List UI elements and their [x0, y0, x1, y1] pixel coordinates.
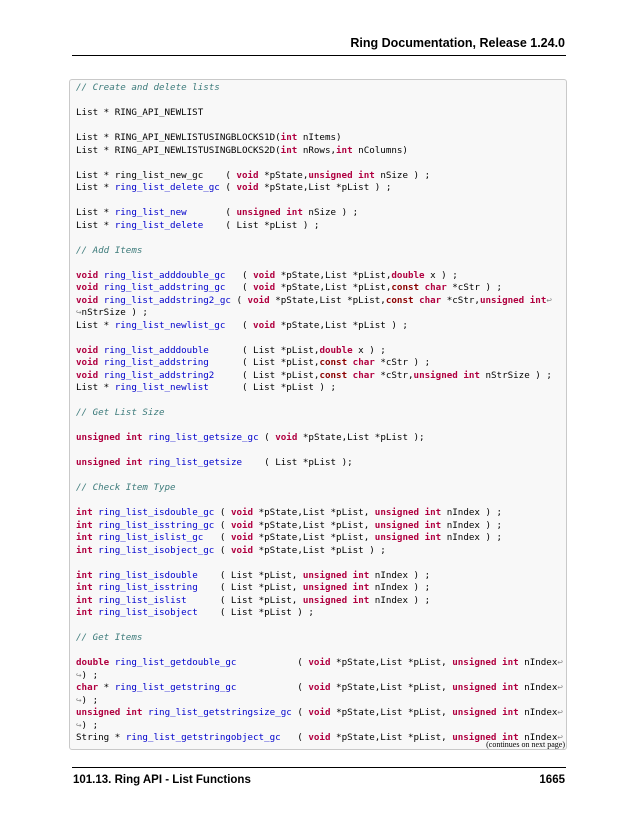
code-token: int	[76, 532, 93, 543]
code-token: *pState,List *pList );	[297, 432, 425, 443]
code-token: void	[76, 369, 99, 381]
code-token: ( List *pList,	[197, 569, 303, 581]
code-line	[76, 495, 563, 508]
code-token: (	[214, 507, 231, 518]
code-token: int	[502, 682, 519, 693]
code-token: void	[308, 657, 331, 668]
code-token: ring_list_adddouble	[103, 344, 209, 356]
code-token: ring_list_getstringobject_gc	[125, 732, 281, 743]
code-line	[76, 457, 563, 470]
code-token: List *	[76, 207, 115, 218]
code-token: *pState,List *pList,	[330, 707, 453, 718]
code-token: nSize ) ;	[374, 169, 431, 181]
code-line	[76, 445, 563, 458]
code-token: nIndex ) ;	[369, 569, 431, 581]
code-token: int	[125, 457, 143, 468]
code-token: int	[76, 507, 93, 518]
code-token: ring_list_islist	[98, 594, 187, 606]
code-token: int	[352, 569, 370, 581]
code-token: nStrSize ) ;	[81, 307, 148, 318]
code-line	[76, 532, 563, 545]
code-token: void	[275, 432, 298, 443]
code-token: ring_list_islist_gc	[98, 532, 204, 543]
code-line	[76, 682, 563, 695]
code-token: ring_list_getsize_gc	[147, 432, 259, 443]
code-token: void	[236, 169, 259, 181]
code-token: unsigned	[452, 707, 497, 718]
code-token: List *	[76, 319, 115, 331]
code-token: *pState,List *pList,	[253, 532, 375, 543]
code-token: char	[352, 369, 375, 381]
code-token: // Get List Size	[76, 407, 165, 418]
code-line	[76, 182, 563, 195]
code-token: nIndex	[518, 732, 558, 743]
code-line	[76, 545, 563, 558]
code-token: List * RING_API_NEWLISTUSINGBLOCKS1D(	[76, 132, 281, 143]
code-token: ↪	[76, 719, 82, 731]
code-token: ↩	[557, 732, 563, 743]
code-token: nIndex	[518, 682, 558, 693]
code-token: nIndex ) ;	[441, 532, 503, 543]
code-token: List *	[76, 219, 115, 231]
code-token: char	[424, 282, 447, 293]
code-line	[76, 707, 563, 720]
code-token: *	[98, 682, 115, 693]
code-line	[76, 195, 563, 208]
code-line	[76, 307, 563, 320]
code-token: void	[230, 544, 254, 556]
code-token: (	[203, 532, 231, 543]
code-token: (	[280, 732, 309, 743]
code-token: ( List *pList );	[242, 457, 353, 468]
code-line	[76, 245, 563, 258]
code-token: ring_list_delete	[114, 219, 204, 231]
code-token: (	[236, 682, 309, 693]
code-token: const	[385, 294, 414, 306]
code-token: double	[319, 344, 353, 356]
code-token: nIndex ) ;	[441, 507, 503, 518]
code-token: ring_list_isobject_gc	[98, 544, 215, 556]
code-line	[76, 232, 563, 245]
code-token: int	[352, 594, 370, 606]
code-token: // Check Item Type	[76, 482, 176, 493]
code-line	[76, 470, 563, 483]
code-token: void	[230, 507, 254, 518]
code-line	[76, 282, 563, 295]
code-token: void	[253, 269, 276, 281]
code-token: int	[76, 582, 93, 593]
code-line	[76, 170, 563, 183]
code-line	[76, 482, 563, 495]
code-token: List * RING_API_NEWLISTUSINGBLOCKS2D(	[76, 144, 281, 156]
code-token: *pState,List *pList,	[253, 519, 375, 531]
code-token: int	[529, 294, 547, 306]
code-token: unsigned	[452, 732, 497, 743]
code-token: String *	[76, 732, 126, 743]
code-token: ) ;	[81, 719, 99, 731]
code-line	[76, 257, 563, 270]
code-token: ( List *pList ) ;	[203, 219, 320, 231]
code-token: // Create and delete lists	[76, 82, 220, 93]
code-token: int	[125, 707, 143, 718]
code-token: ring_list_newlist	[114, 382, 209, 393]
code-token: *cStr,	[441, 294, 480, 306]
code-token: ↩	[557, 707, 563, 718]
code-token: int	[76, 607, 93, 618]
code-token: nItems)	[297, 132, 342, 143]
code-token: unsigned	[374, 532, 420, 543]
code-token: unsigned	[236, 207, 281, 218]
code-token: unsigned	[302, 594, 348, 606]
code-token: void	[308, 732, 331, 743]
code-token: int	[286, 207, 303, 218]
code-line	[76, 407, 563, 420]
code-line	[76, 107, 563, 120]
code-token: ↩	[557, 682, 563, 693]
code-token: unsigned	[76, 457, 121, 468]
code-token: List * RING_API_NEWLIST	[76, 107, 204, 118]
code-line	[76, 657, 563, 670]
code-token: (	[258, 432, 276, 443]
code-token: void	[247, 294, 270, 306]
code-token: ( List *pList,	[214, 369, 320, 381]
code-token: *pState,List *pList ) ;	[258, 182, 392, 193]
code-token: void	[230, 519, 254, 531]
code-token: unsigned	[413, 369, 458, 381]
code-token: void	[76, 357, 99, 368]
code-token: ring_list_isstring_gc	[98, 519, 215, 531]
code-token: unsigned	[302, 569, 348, 581]
code-token: int	[125, 432, 143, 443]
code-token: int	[502, 707, 519, 718]
code-token: *pState,List *pList,	[330, 682, 453, 693]
code-token: int	[424, 532, 442, 543]
code-token: int	[76, 569, 93, 581]
code-line	[76, 357, 563, 370]
code-token: // Get Items	[76, 632, 143, 643]
code-token: unsigned	[302, 582, 348, 593]
code-token: nRows,	[297, 144, 337, 156]
code-line	[76, 620, 563, 633]
code-token: ↩	[557, 657, 563, 668]
code-token: unsigned	[374, 519, 420, 531]
code-token: nIndex	[518, 707, 558, 718]
code-line	[76, 207, 563, 220]
code-line	[76, 120, 563, 133]
code-token: int	[280, 144, 298, 156]
code-line	[76, 270, 563, 283]
code-token: x ) ;	[424, 269, 458, 281]
code-line	[76, 345, 563, 358]
code-token: (	[225, 319, 254, 331]
code-token: unsigned	[308, 169, 353, 181]
code-token: ( List *pList,	[208, 357, 320, 368]
code-token: ring_list_getdouble_gc	[114, 657, 237, 668]
code-token: void	[253, 282, 276, 293]
code-token: *cStr ) ;	[446, 282, 503, 293]
code-token: const	[319, 369, 348, 381]
code-token: List *	[76, 182, 115, 193]
code-token: *cStr ) ;	[374, 357, 431, 368]
code-token: int	[352, 582, 370, 593]
code-token: int	[280, 132, 298, 143]
code-line	[76, 145, 563, 158]
code-token: ( List *pList,	[186, 594, 303, 606]
code-token: void	[230, 532, 254, 543]
code-token: int	[502, 657, 519, 668]
code-token: nIndex	[518, 657, 558, 668]
footer-divider	[72, 767, 566, 768]
code-line	[76, 395, 563, 408]
code-token: ring_list_delete_gc	[114, 182, 220, 193]
code-token: (	[230, 294, 248, 306]
code-token: *pState,List *pList ) ;	[275, 319, 408, 331]
code-token: void	[308, 682, 331, 693]
code-line	[76, 645, 563, 658]
footer-page-number: 1665	[539, 774, 565, 786]
code-token: ( List *pList,	[197, 582, 303, 593]
header-divider	[72, 55, 566, 56]
code-token: double	[391, 269, 425, 281]
code-token: ( List *pList ) ;	[197, 607, 314, 618]
code-token: ring_list_adddouble_gc	[103, 269, 226, 281]
code-line	[76, 132, 563, 145]
code-token: (	[214, 519, 231, 531]
code-line	[76, 82, 563, 95]
code-line	[76, 420, 563, 433]
code-token: ) ;	[81, 694, 99, 706]
code-token: nIndex ) ;	[369, 582, 431, 593]
code-token: char	[76, 682, 99, 693]
code-token: void	[76, 294, 99, 306]
code-line	[76, 582, 563, 595]
code-token: List *	[76, 382, 115, 393]
code-token: nIndex ) ;	[441, 519, 503, 531]
code-line	[76, 320, 563, 333]
code-token: unsigned	[76, 707, 121, 718]
code-token: ring_list_addstring_gc	[103, 282, 226, 293]
code-token: ring_list_addstring2_gc	[103, 294, 231, 306]
code-token: void	[236, 182, 259, 193]
code-token: (	[186, 207, 237, 218]
code-token: ring_list_newlist_gc	[114, 319, 226, 331]
code-token: (	[236, 657, 309, 668]
code-line	[76, 432, 563, 445]
running-header-title: Ring Documentation, Release 1.24.0	[350, 36, 565, 50]
code-line	[76, 607, 563, 620]
code-line	[76, 157, 563, 170]
code-line	[76, 332, 563, 345]
code-token: ) ;	[81, 669, 99, 681]
code-token: ↩	[546, 294, 552, 306]
code-token: *pState,List *pList ) ;	[253, 544, 386, 556]
code-line	[76, 720, 563, 733]
code-token: ring_list_isdouble	[98, 569, 198, 581]
code-token: ring_list_getstringsize_gc	[147, 707, 292, 718]
code-token: (	[225, 269, 254, 281]
code-token: char	[419, 294, 442, 306]
code-token: (	[225, 282, 254, 293]
code-token: void	[76, 282, 99, 293]
code-token: ↪	[76, 307, 82, 318]
code-token: int	[76, 544, 93, 556]
code-token: ( List *pList ) ;	[208, 382, 337, 393]
code-token: *pState,	[258, 169, 309, 181]
code-token: *pState,List *pList,	[330, 732, 453, 743]
code-token: *pState,List *pList,	[275, 282, 392, 293]
code-token: ring_list_new	[114, 207, 187, 218]
code-token: nStrSize ) ;	[479, 369, 552, 381]
code-token: const	[319, 357, 348, 368]
code-token: ring_list_addstring	[103, 357, 209, 368]
code-token: void	[76, 269, 99, 281]
code-token: int	[424, 507, 442, 518]
code-token: int	[76, 594, 93, 606]
code-token: unsigned	[76, 432, 121, 443]
code-token: ring_list_getsize	[147, 457, 243, 468]
code-token: *pState,List *pList,	[275, 269, 392, 281]
code-token: int	[76, 519, 93, 531]
code-token: nIndex ) ;	[369, 594, 431, 606]
footer-section-title: 101.13. Ring API - List Functions	[73, 774, 251, 786]
code-listing	[76, 82, 563, 745]
code-token: void	[308, 707, 331, 718]
code-token: *pState,List *pList,	[330, 657, 453, 668]
code-token: *pState,List *pList,	[253, 507, 375, 518]
continues-note: (continues on next page)	[486, 740, 565, 749]
code-block	[69, 79, 567, 750]
code-token: *pState,List *pList,	[269, 294, 386, 306]
code-token: *cStr,	[374, 369, 414, 381]
code-token: char	[352, 357, 375, 368]
code-token: ring_list_addstring2	[103, 369, 215, 381]
code-line	[76, 295, 563, 308]
code-token: nSize ) ;	[302, 207, 359, 218]
code-token: unsigned	[452, 657, 497, 668]
code-token: ring_list_isobject	[98, 607, 198, 618]
code-line	[76, 632, 563, 645]
code-line	[76, 695, 563, 708]
code-token: void	[76, 344, 99, 356]
code-token: ↪	[76, 694, 82, 706]
code-token: int	[463, 369, 480, 381]
code-token: ring_list_getstring_gc	[114, 682, 237, 693]
code-line	[76, 95, 563, 108]
code-line	[76, 595, 563, 608]
code-line	[76, 570, 563, 583]
code-token: double	[76, 657, 110, 668]
code-token: const	[391, 282, 420, 293]
code-line	[76, 670, 563, 683]
code-token: (	[291, 707, 309, 718]
code-token: (	[219, 182, 237, 193]
code-token: ring_list_isstring	[98, 582, 198, 593]
code-token: int	[336, 144, 353, 156]
code-token: void	[253, 319, 276, 331]
code-line	[76, 557, 563, 570]
code-line	[76, 220, 563, 233]
code-token: // Add Items	[76, 244, 143, 256]
code-token: nColumns)	[352, 144, 408, 156]
code-token: List * ring_list_new_gc (	[76, 169, 237, 181]
code-token: ring_list_isdouble_gc	[98, 507, 215, 518]
code-token: int	[424, 519, 442, 531]
code-line	[76, 382, 563, 395]
code-token: int	[502, 732, 519, 743]
code-token: unsigned	[374, 507, 420, 518]
code-token: unsigned	[452, 682, 497, 693]
code-token: ( List *pList,	[208, 344, 320, 356]
code-token: (	[214, 544, 231, 556]
code-line	[76, 370, 563, 383]
code-line	[76, 507, 563, 520]
code-token: unsigned	[479, 294, 525, 306]
code-token: int	[358, 169, 375, 181]
code-line	[76, 520, 563, 533]
code-token: ↪	[76, 669, 82, 681]
code-token: x ) ;	[352, 344, 386, 356]
